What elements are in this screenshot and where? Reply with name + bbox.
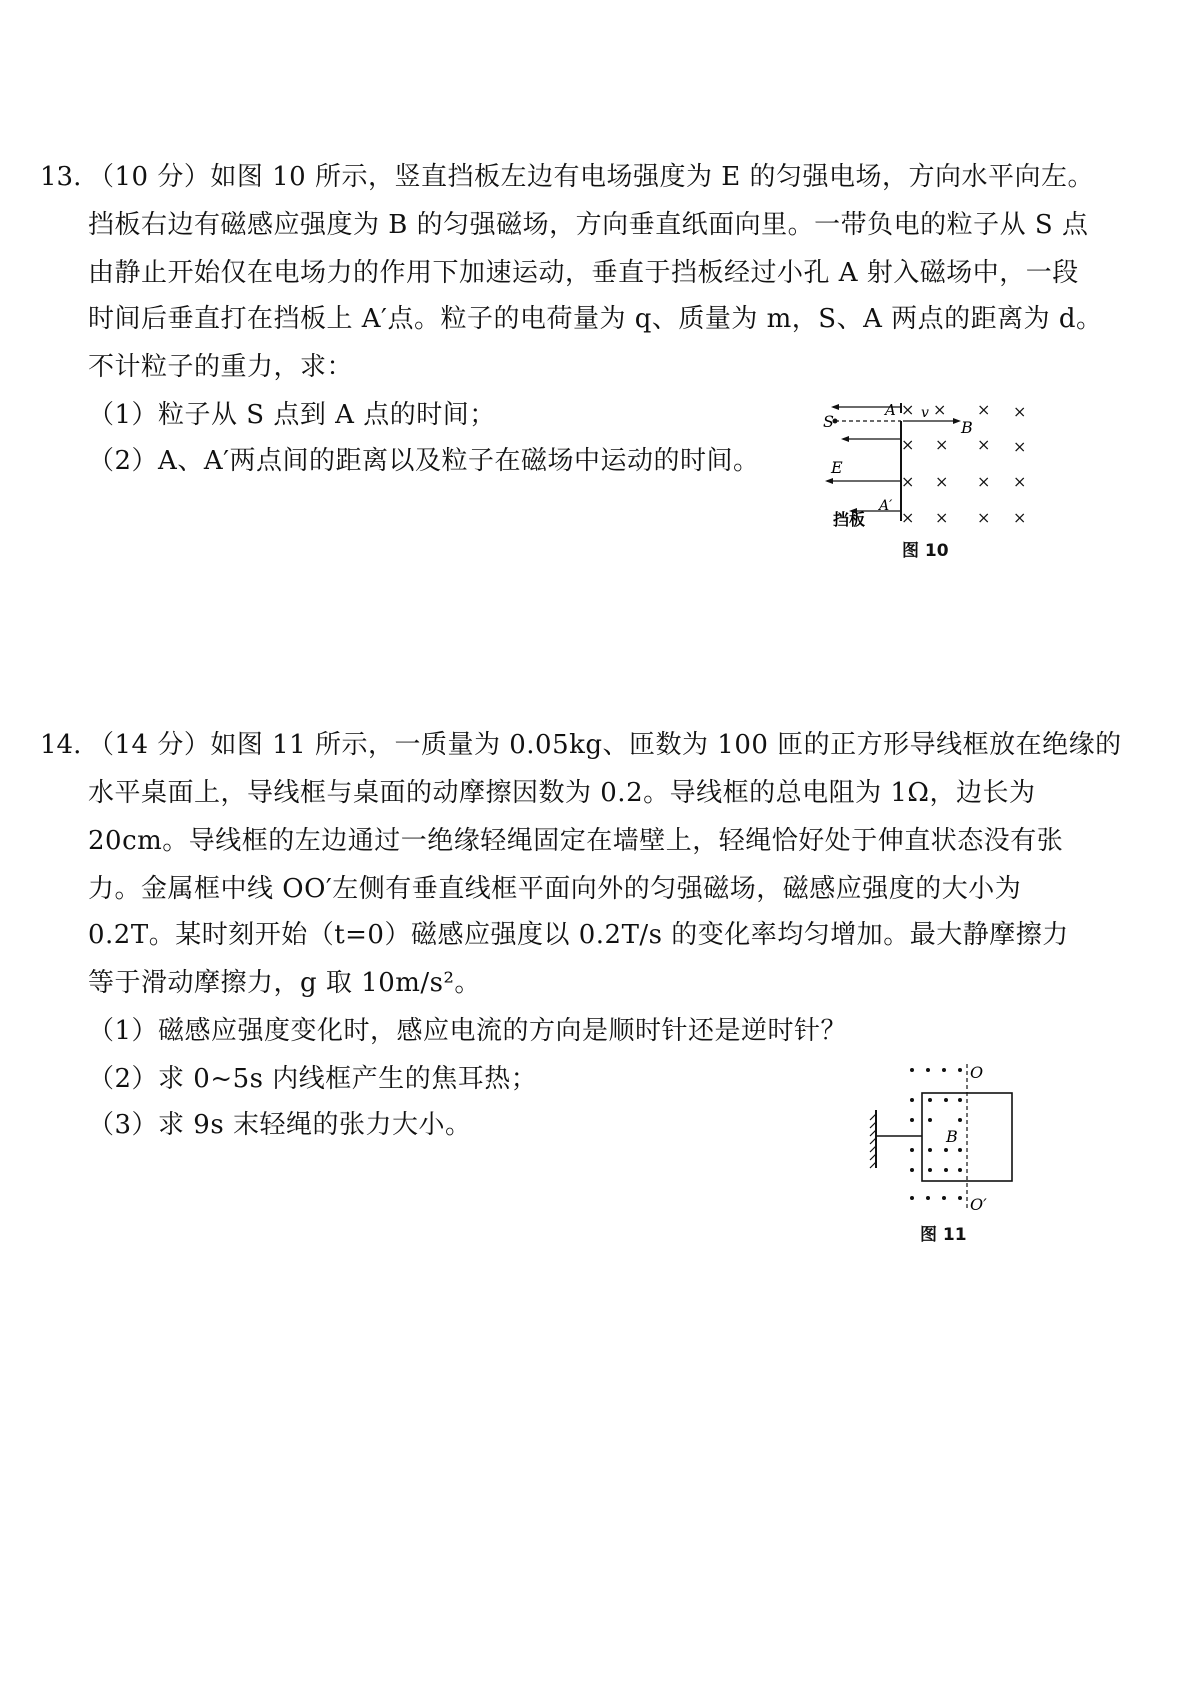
svg-text:×: × (901, 472, 915, 491)
label-O: O (970, 1063, 984, 1082)
svg-text:×: × (935, 472, 949, 491)
svg-text:×: × (1013, 472, 1027, 491)
label-E: E (831, 458, 843, 477)
label-S: S (823, 412, 834, 431)
svg-text:×: × (901, 435, 915, 454)
q13-line-2: 挡板右边有磁感应强度为 B 的匀强磁场，方向垂直纸面向里。一带负电的粒子从 S 点 (88, 210, 1089, 240)
label-O-prime: O′ (970, 1195, 987, 1214)
q14-part-2: （2）求 0~5s 内线框产生的焦耳热； (88, 1064, 538, 1094)
q13-line-5: 不计粒子的重力，求： (88, 352, 354, 382)
q13-line-4: 时间后垂直打在挡板上 A′点。粒子的电荷量为 q、质量为 m，S、A 两点的距离为 d。 (88, 304, 1103, 334)
figure-11-caption: 图 11 (920, 1225, 967, 1245)
label-A: A (885, 401, 896, 419)
q14-line-1: （14 分）如图 11 所示，一质量为 0.05kg、匝数为 100 匝的正方形导线框放在绝缘的 (88, 730, 1122, 760)
label-board: 挡板 (833, 510, 866, 529)
label-A-prime: A′ (879, 498, 893, 514)
q14-line-6: 等于滑动摩擦力，g 取 10m/s²。 (88, 968, 481, 998)
svg-text:×: × (1013, 437, 1027, 456)
label-B: B (961, 418, 973, 437)
svg-text:×: × (901, 508, 915, 527)
svg-text:×: × (977, 435, 991, 454)
q13-line-1: （10 分）如图 10 所示，竖直挡板左边有电场强度为 E 的匀强电场，方向水平向左。 (88, 162, 1094, 192)
label-v: v (921, 405, 929, 421)
svg-text:×: × (977, 508, 991, 527)
q13-number: 13. (40, 162, 82, 192)
q14-part-1: （1）磁感应强度变化时，感应电流的方向是顺时针还是逆时针？ (88, 1016, 848, 1046)
svg-text:×: × (977, 400, 991, 419)
figure-10 (815, 395, 1040, 530)
q13-part-2: （2）A、A′两点间的距离以及粒子在磁场中运动的时间。 (88, 446, 760, 476)
q14-line-5: 0.2T。某时刻开始（t=0）磁感应强度以 0.2T/s 的变化率均匀增加。最大静摩擦力 (88, 920, 1069, 950)
figure-10-caption: 图 10 (902, 541, 949, 561)
svg-text:×: × (1013, 402, 1027, 421)
svg-text:×: × (935, 435, 949, 454)
q14-number: 14. (40, 730, 82, 760)
q14-line-3: 20cm。导线框的左边通过一绝缘轻绳固定在墙壁上，轻绳恰好处于伸直状态没有张 (88, 826, 1064, 856)
q14-part-3: （3）求 9s 末轻绳的张力大小。 (88, 1110, 472, 1140)
label-B: B (946, 1127, 958, 1146)
q14-line-2: 水平桌面上，导线框与桌面的动摩擦因数为 0.2。导线框的总电阻为 1Ω，边长为 (88, 778, 1036, 808)
svg-text:×: × (933, 400, 947, 419)
q14-line-4: 力。金属框中线 OO′左侧有垂直线框平面向外的匀强磁场，磁感应强度的大小为 (88, 874, 1022, 904)
svg-text:×: × (935, 508, 949, 527)
svg-text:×: × (977, 472, 991, 491)
svg-text:×: × (901, 400, 915, 419)
svg-text:×: × (1013, 508, 1027, 527)
q13-line-3: 由静止开始仅在电场力的作用下加速运动，垂直于挡板经过小孔 A 射入磁场中，一段 (88, 258, 1079, 288)
q13-part-1: （1）粒子从 S 点到 A 点的时间； (88, 400, 496, 430)
figure-11 (868, 1058, 1028, 1218)
